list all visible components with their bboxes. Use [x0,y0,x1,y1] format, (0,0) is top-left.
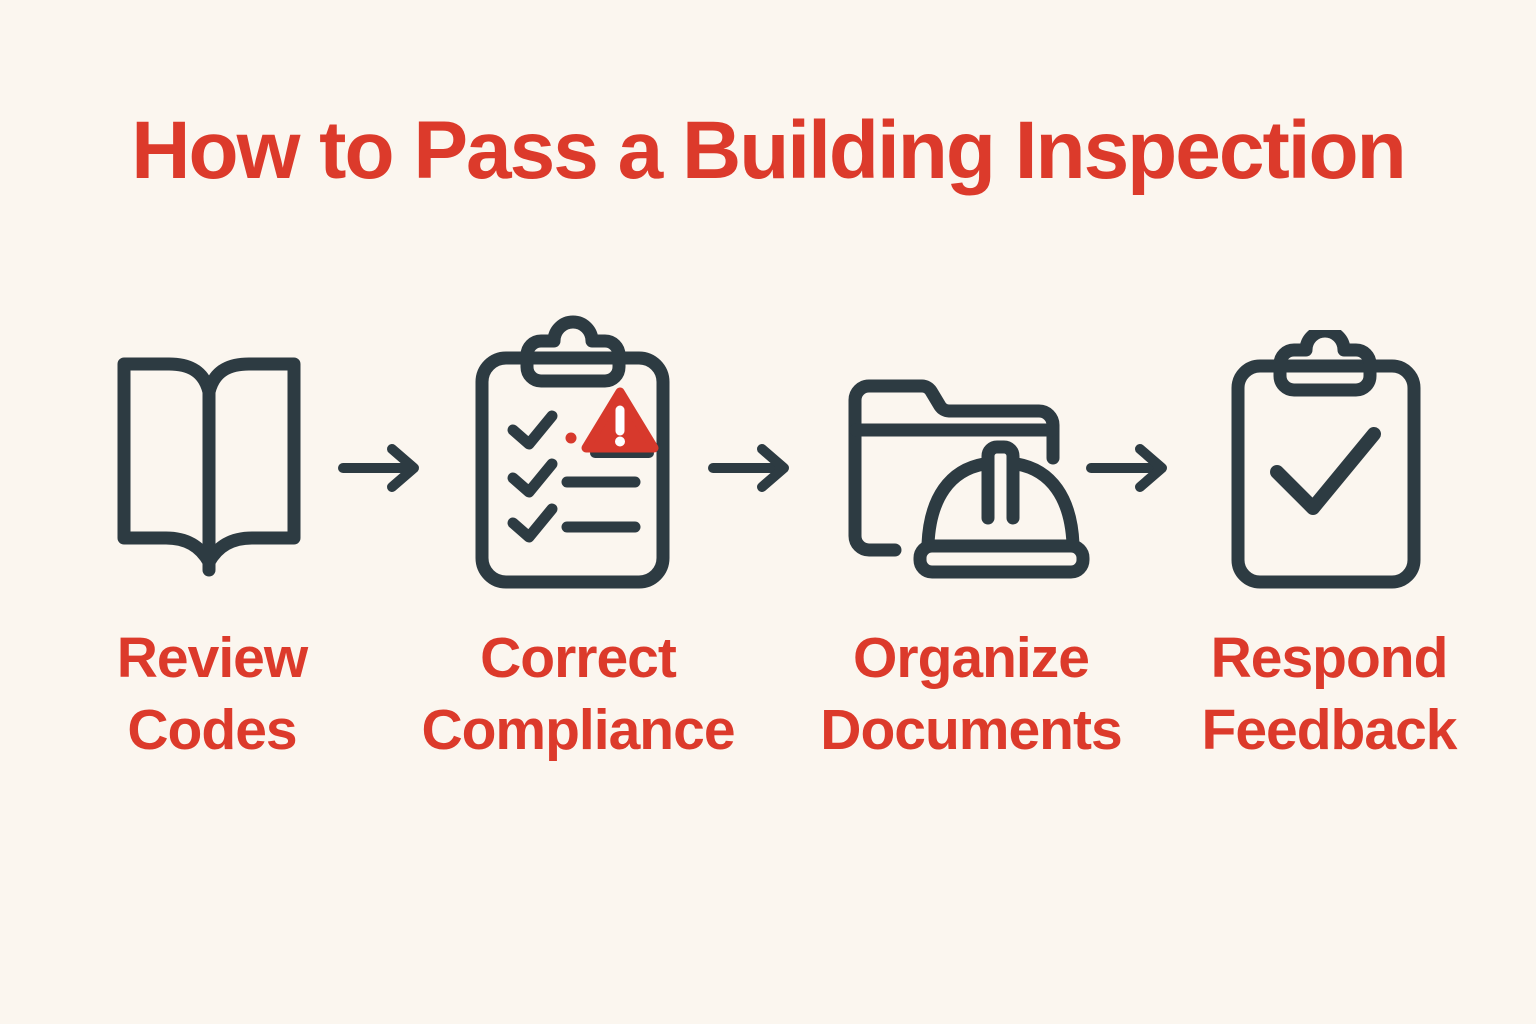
label-line: Documents [820,698,1122,762]
arrow-right-icon [338,440,434,496]
checkmark [513,416,552,444]
label-line: Organize [853,626,1089,690]
warning-dot [566,433,577,444]
label-line: Review [116,626,308,690]
page-title: How to Pass a Building Inspection [131,105,1405,196]
hardhat-dome-left [928,464,984,544]
hardhat-rib [988,447,1013,518]
label-line: Feedback [1201,698,1457,762]
step-label-respond-feedback [1119,622,1536,766]
arrow-right-icon [1086,440,1182,496]
clipboard-warning-icon [473,310,671,596]
checkmark [513,509,552,537]
label-line: Codes [127,698,297,762]
label-line: Correct [480,626,676,690]
checkmark [513,464,552,492]
label-line: Compliance [421,698,735,762]
folder-hardhat-icon [848,378,1098,602]
book-left-page [124,364,209,562]
arrow-right-icon [708,440,804,496]
book-right-page [209,364,294,562]
clipboard-body [482,358,663,582]
hardhat-dome-right [1017,464,1073,544]
warning-exclamation-dot [615,437,625,447]
open-book-icon [114,356,304,578]
checkmark [1277,434,1374,508]
clipboard-check-icon [1228,330,1422,592]
step-label-correct-compliance [368,622,788,766]
hardhat-brim [920,546,1083,572]
clipboard-body [1238,366,1414,582]
label-line: Respond [1210,626,1448,690]
step-label-organize-documents [761,622,1181,766]
step-label-review-codes [2,622,422,766]
